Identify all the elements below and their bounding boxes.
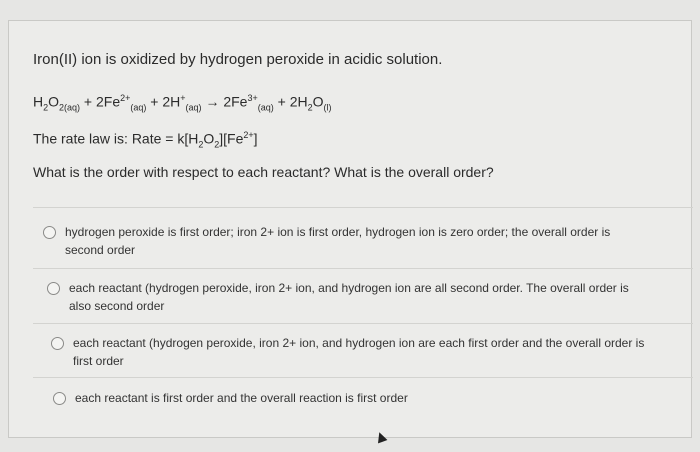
radio-button[interactable] [53,392,66,405]
radio-button[interactable] [43,226,56,239]
divider [33,323,693,324]
radio-button[interactable] [47,282,60,295]
rate-law: The rate law is: Rate = $k[H_2O_2][Fe^{2+}]$ [33,130,258,150]
answer-option-3[interactable] [51,334,683,370]
chemical-equation: $H_2O_{2(aq)} + 2Fe^{2+}_{(aq)} + 2H^+_{(aq)} \to 2Fe^{3+}_{(aq)} + 2H_2O_{(l)}$ [33,93,332,113]
option-text: each reactant (hydrogen peroxide, iron 2+ ion, and hydrogen ion are each first order and the overall order is [73,336,645,350]
radio-button[interactable] [51,337,64,350]
question-card [8,20,692,438]
option-text: each reactant (hydrogen peroxide, iron 2+ ion, and hydrogen ion are all second order. The overall order is [69,281,629,295]
question-prompt: What is the order with respect to each reactant? What is the overall order? [33,164,494,180]
option-text: second order [65,243,136,257]
option-text: first order [73,354,124,368]
option-text: also second order [69,299,165,313]
answer-option-4[interactable] [53,389,683,407]
answer-option-2[interactable] [47,279,683,315]
divider [33,207,693,208]
question-intro: Iron(II) ion is oxidized by hydrogen peroxide in acidic solution. [33,51,443,68]
divider [33,377,693,378]
answer-option-1[interactable] [43,223,683,259]
option-text: each reactant is first order and the overall reaction is first order [75,391,408,405]
divider [33,268,693,269]
option-text: hydrogen peroxide is first order; iron 2+ ion is first order, hydrogen ion is zero order; the overall order is [65,225,611,239]
